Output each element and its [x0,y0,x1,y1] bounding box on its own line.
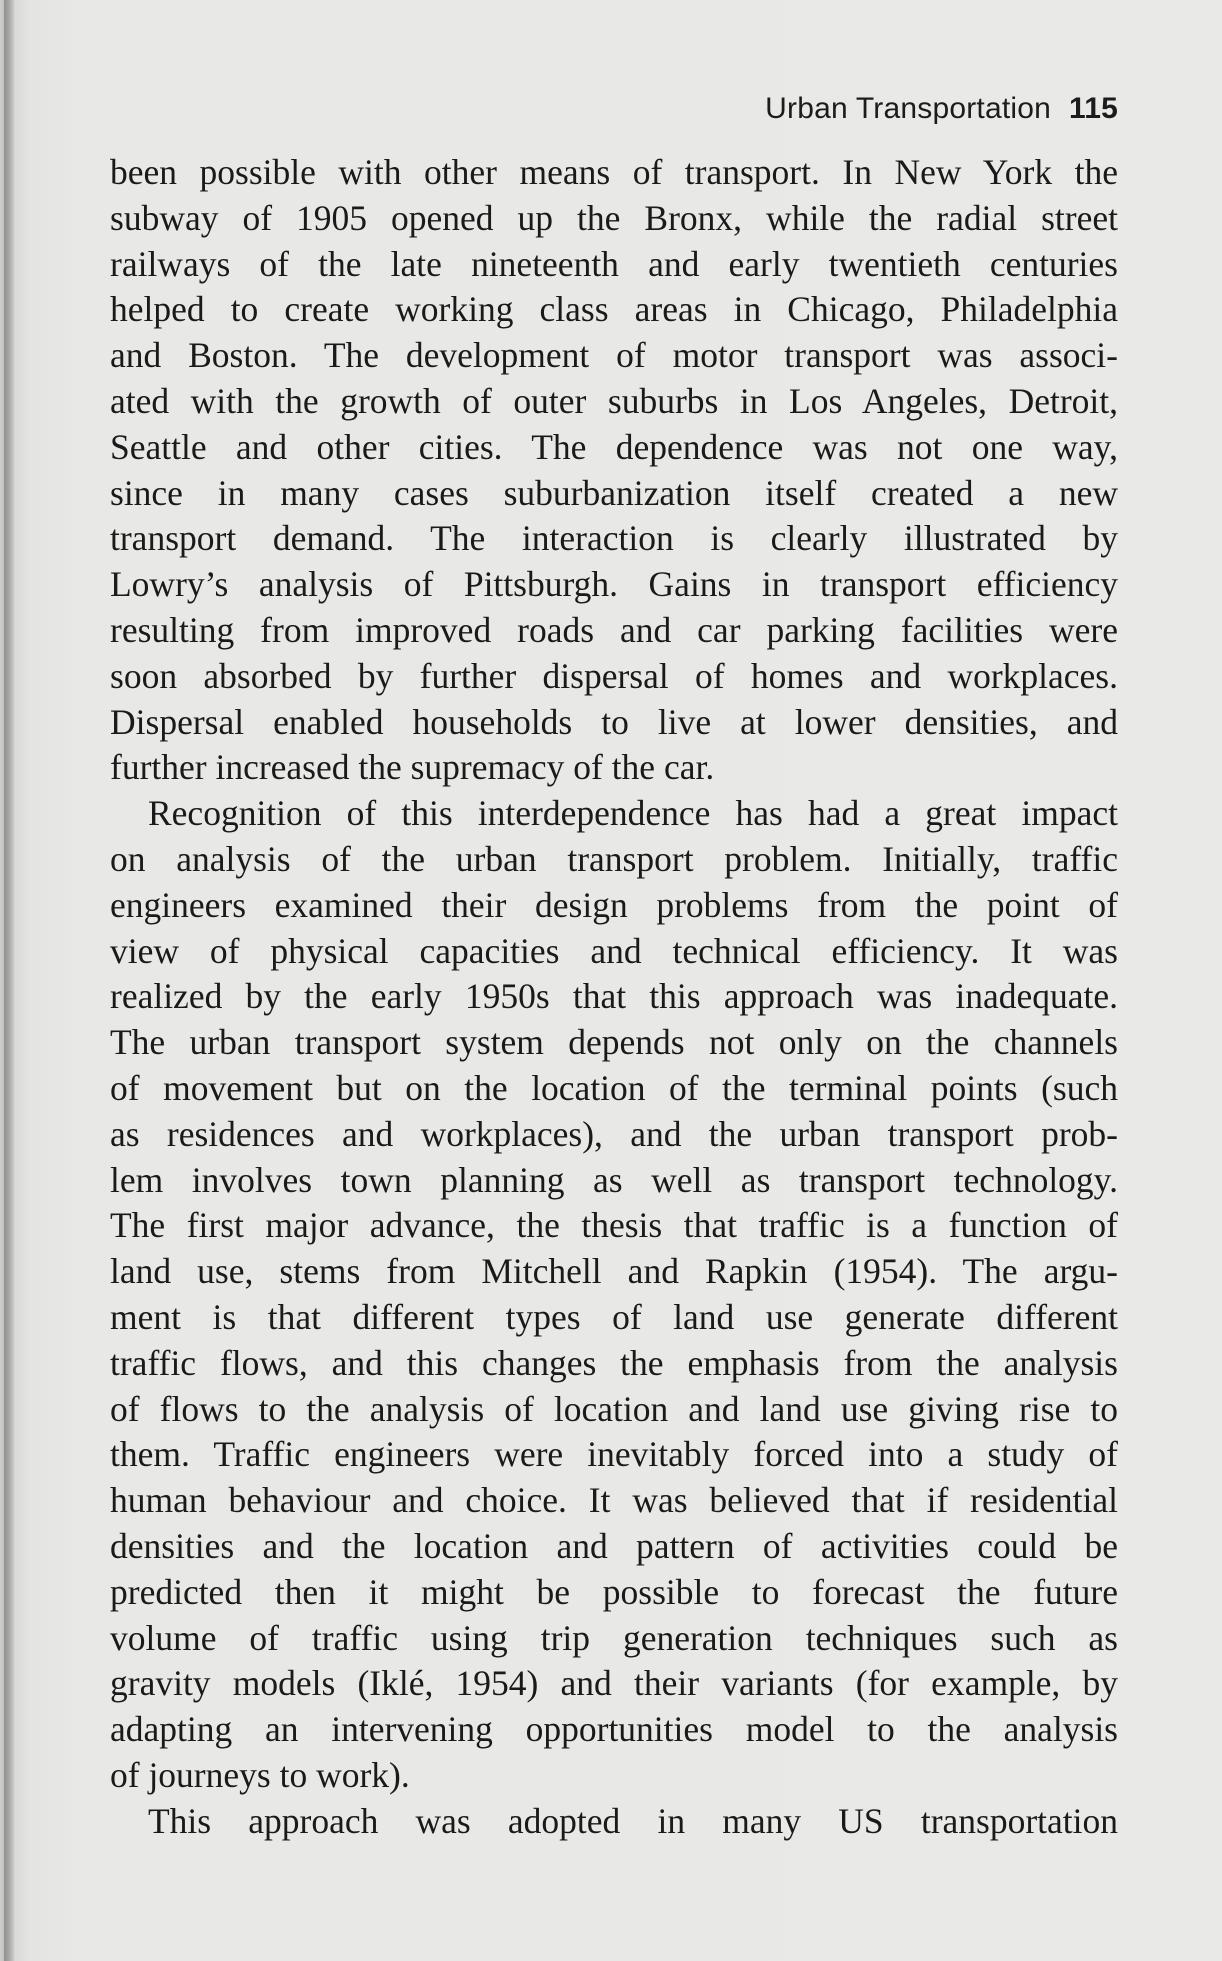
text-line: of movement but on the location of the terminal points (such [110,1067,1118,1108]
text-line: Seattle and other cities. The dependence was not one way, [110,426,1118,467]
text-line: on analysis of the urban transport problem. Initially, traffic [110,838,1118,879]
text-line: The urban transport system depends not only on the channels [110,1022,1118,1063]
text-line: volume of traffic using trip generation techniques such as [110,1617,1118,1658]
text-line: realized by the early 1950s that this approach was inadequate. [110,976,1118,1017]
book-gutter-shadow [4,0,14,1961]
text-line: traffic flows, and this changes the emphasis from the analysis [110,1342,1118,1383]
paragraph-end-line: further increased the supremacy of the car. [110,747,715,788]
text-line: and Boston. The development of motor transport was associ- [110,335,1118,376]
text-line: soon absorbed by further dispersal of homes and workplaces. [110,655,1118,696]
text-line: gravity models (Iklé, 1954) and their variants (for example, by [110,1663,1118,1704]
paragraph-start-line: Recognition of this interdependence has had a great impact [148,793,1118,834]
text-line: human behaviour and choice. It was believed that if residential [110,1480,1118,1521]
running-head-title: Urban Transportation [765,92,1051,125]
text-line: lem involves town planning as well as transport technology. [110,1159,1118,1200]
text-line: subway of 1905 opened up the Bronx, while the radial street [110,197,1118,238]
body-text [110,150,1118,1844]
text-line: been possible with other means of transport. In New York the [110,152,1118,192]
text-line: railways of the late nineteenth and early twentieth centuries [110,243,1118,284]
text-line: them. Traffic engineers were inevitably forced into a study of [110,1434,1118,1475]
paragraph-start-line: This approach was adopted in many US transportation [148,1800,1118,1841]
text-line: land use, stems from Mitchell and Rapkin (1954). The argu- [110,1251,1118,1292]
text-line: ated with the growth of outer suburbs in Los Angeles, Detroit, [110,380,1118,421]
text-line: view of physical capacities and technical efficiency. It was [110,930,1118,971]
running-head [765,92,1118,126]
text-line: predicted then it might be possible to forecast the future [110,1571,1118,1612]
text-line: The first major advance, the thesis that traffic is a function of [110,1205,1118,1246]
text-line: transport demand. The interaction is clearly illustrated by [110,518,1118,559]
page-number: 115 [1069,92,1118,125]
text-line: ment is that different types of land use generate different [110,1296,1118,1337]
text-line: densities and the location and pattern of activities could be [110,1525,1118,1566]
text-line: helped to create working class areas in Chicago, Philadelphia [110,289,1118,330]
text-line: as residences and workplaces), and the urban transport prob- [110,1113,1118,1154]
text-line: Dispersal enabled households to live at lower densities, and [110,701,1118,742]
text-line: since in many cases suburbanization itself created a new [110,472,1118,513]
text-line: Lowry’s analysis of Pittsburgh. Gains in transport efficiency [110,564,1118,605]
text-line: of flows to the analysis of location and land use giving rise to [110,1388,1118,1429]
paragraph-end-line: of journeys to work). [110,1754,410,1795]
text-line: adapting an intervening opportunities model to the analysis [110,1709,1118,1750]
text-line: resulting from improved roads and car parking facilities were [110,609,1118,650]
text-line: engineers examined their design problems from the point of [110,884,1118,925]
